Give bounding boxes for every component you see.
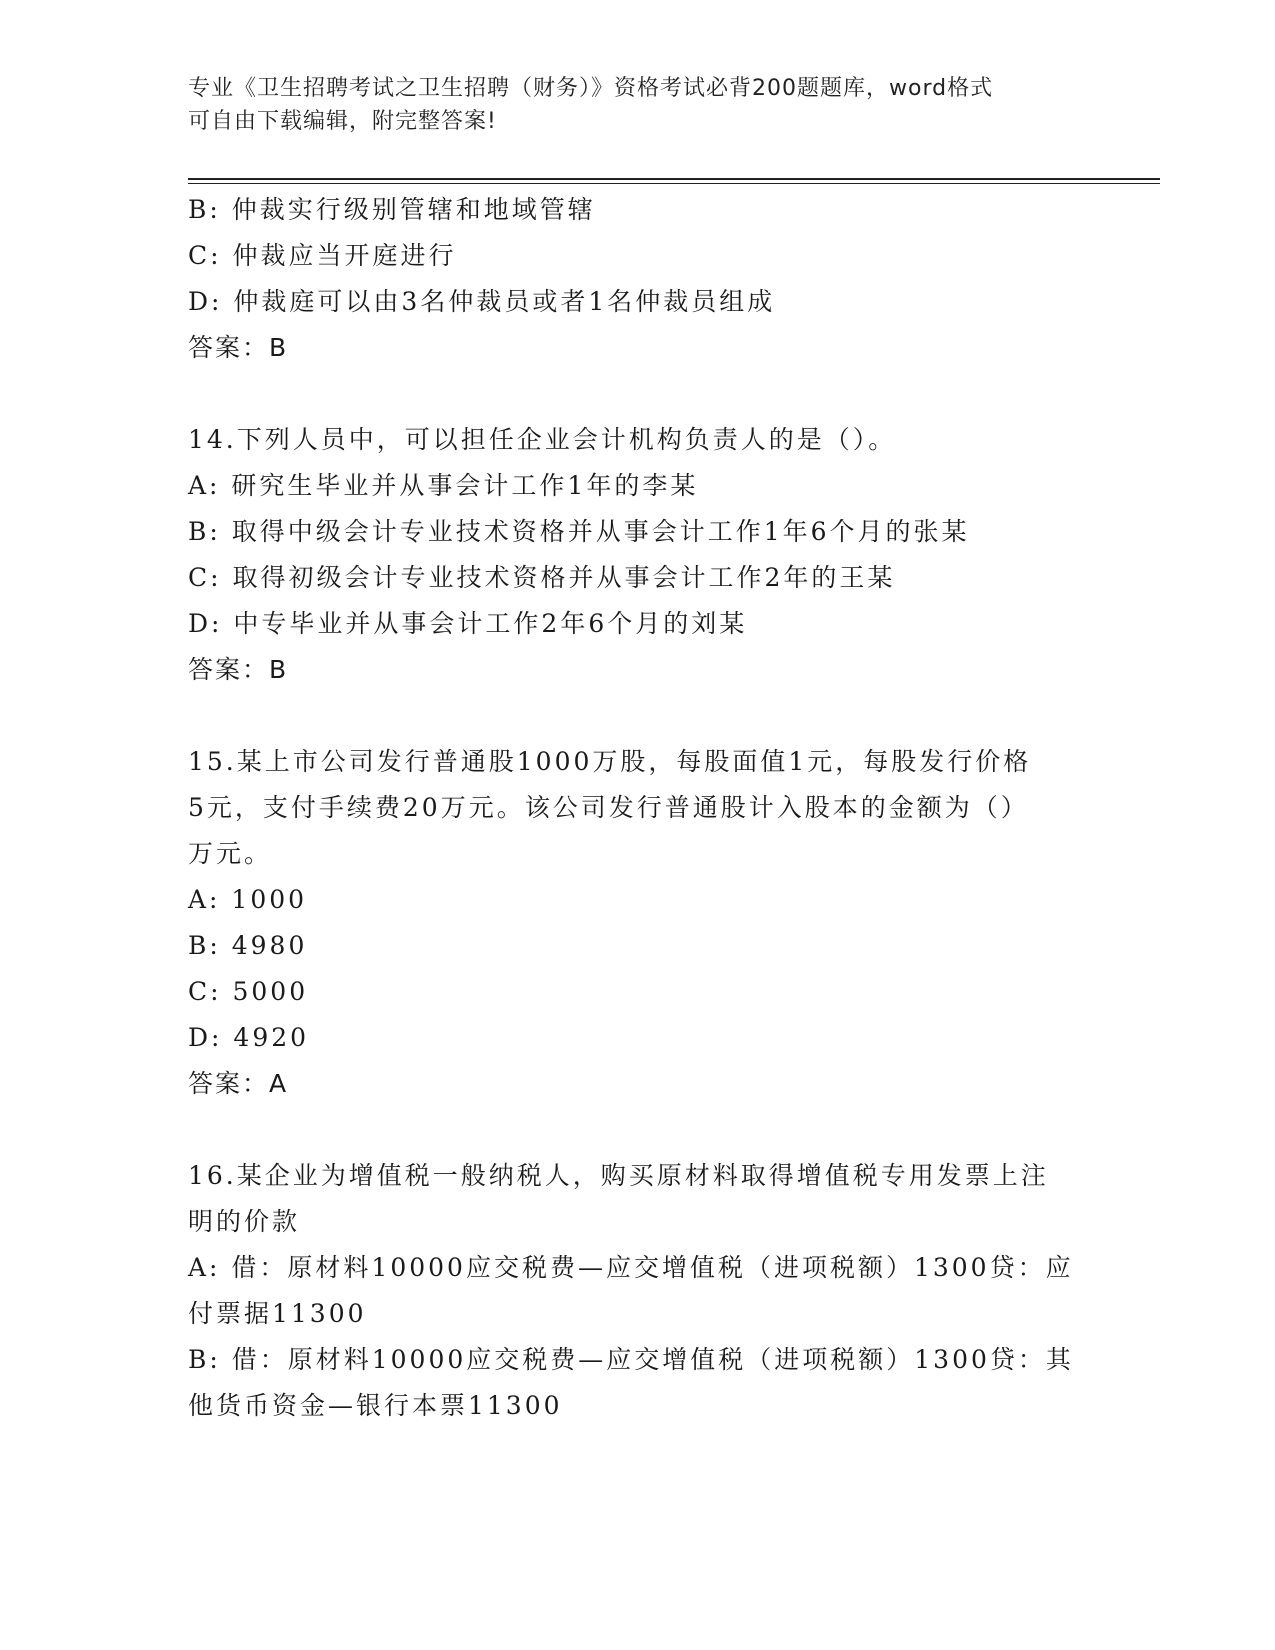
option-a: A: 研究生毕业并从事会计工作1年的李某 xyxy=(188,471,699,500)
option-b: B: 4980 xyxy=(188,931,308,960)
spacer xyxy=(188,371,1088,417)
option-d: D: 仲裁庭可以由3名仲裁员或者1名仲裁员组成 xyxy=(188,287,776,316)
option-d: D: 4920 xyxy=(188,1023,310,1052)
option-a: A: 1000 xyxy=(188,885,308,914)
option-b: B: 仲裁实行级别管辖和地域管辖 xyxy=(188,195,596,224)
spacer xyxy=(188,1107,1088,1153)
option-b-line-2: 他货币资金—银行本票11300 xyxy=(188,1391,563,1420)
question-text-line-1: 16.某企业为增值税一般纳税人，购买原材料取得增值税专用发票上注 xyxy=(188,1161,1049,1190)
question-14 xyxy=(188,417,1088,693)
question-16 xyxy=(188,1153,1088,1429)
answer: 答案：B xyxy=(188,333,289,362)
question-text-line-3: 万元。 xyxy=(188,839,273,868)
question-text-line-1: 15.某上市公司发行普通股1000万股，每股面值1元，每股发行价格 xyxy=(188,747,1032,776)
answer: 答案：A xyxy=(188,1069,289,1098)
question-text-line-2: 明的价款 xyxy=(188,1207,301,1236)
header-title-line-1: 专业《卫生招聘考试之卫生招聘（财务）》资格考试必背200题题库，word格式 xyxy=(188,76,994,101)
header-title-line-2: 可自由下载编辑，附完整答案! xyxy=(188,109,497,134)
document-body xyxy=(188,187,1088,1429)
header-divider xyxy=(188,178,1160,184)
option-c: C: 取得初级会计专业技术资格并从事会计工作2年的王某 xyxy=(188,563,896,592)
document-header xyxy=(188,72,1088,138)
option-c: C: 仲裁应当开庭进行 xyxy=(188,241,457,270)
question-13-tail xyxy=(188,187,1088,371)
option-c: C: 5000 xyxy=(188,977,309,1006)
spacer xyxy=(188,693,1088,739)
option-b: B: 取得中级会计专业技术资格并从事会计工作1年6个月的张某 xyxy=(188,517,970,546)
answer: 答案：B xyxy=(188,655,289,684)
question-15 xyxy=(188,739,1088,1107)
option-d: D: 中专毕业并从事会计工作2年6个月的刘某 xyxy=(188,609,748,638)
question-text: 14.下列人员中，可以担任企业会计机构负责人的是（）。 xyxy=(188,425,897,454)
question-text-line-2: 5元，支付手续费20万元。该公司发行普通股计入股本的金额为（） xyxy=(188,793,1029,822)
option-a-line-2: 付票据11300 xyxy=(188,1299,367,1328)
option-a-line-1: A: 借：原材料10000应交税费—应交增值税（进项税额）1300贷：应 xyxy=(188,1253,1074,1282)
option-b-line-1: B: 借：原材料10000应交税费—应交增值税（进项税额）1300贷：其 xyxy=(188,1345,1074,1374)
